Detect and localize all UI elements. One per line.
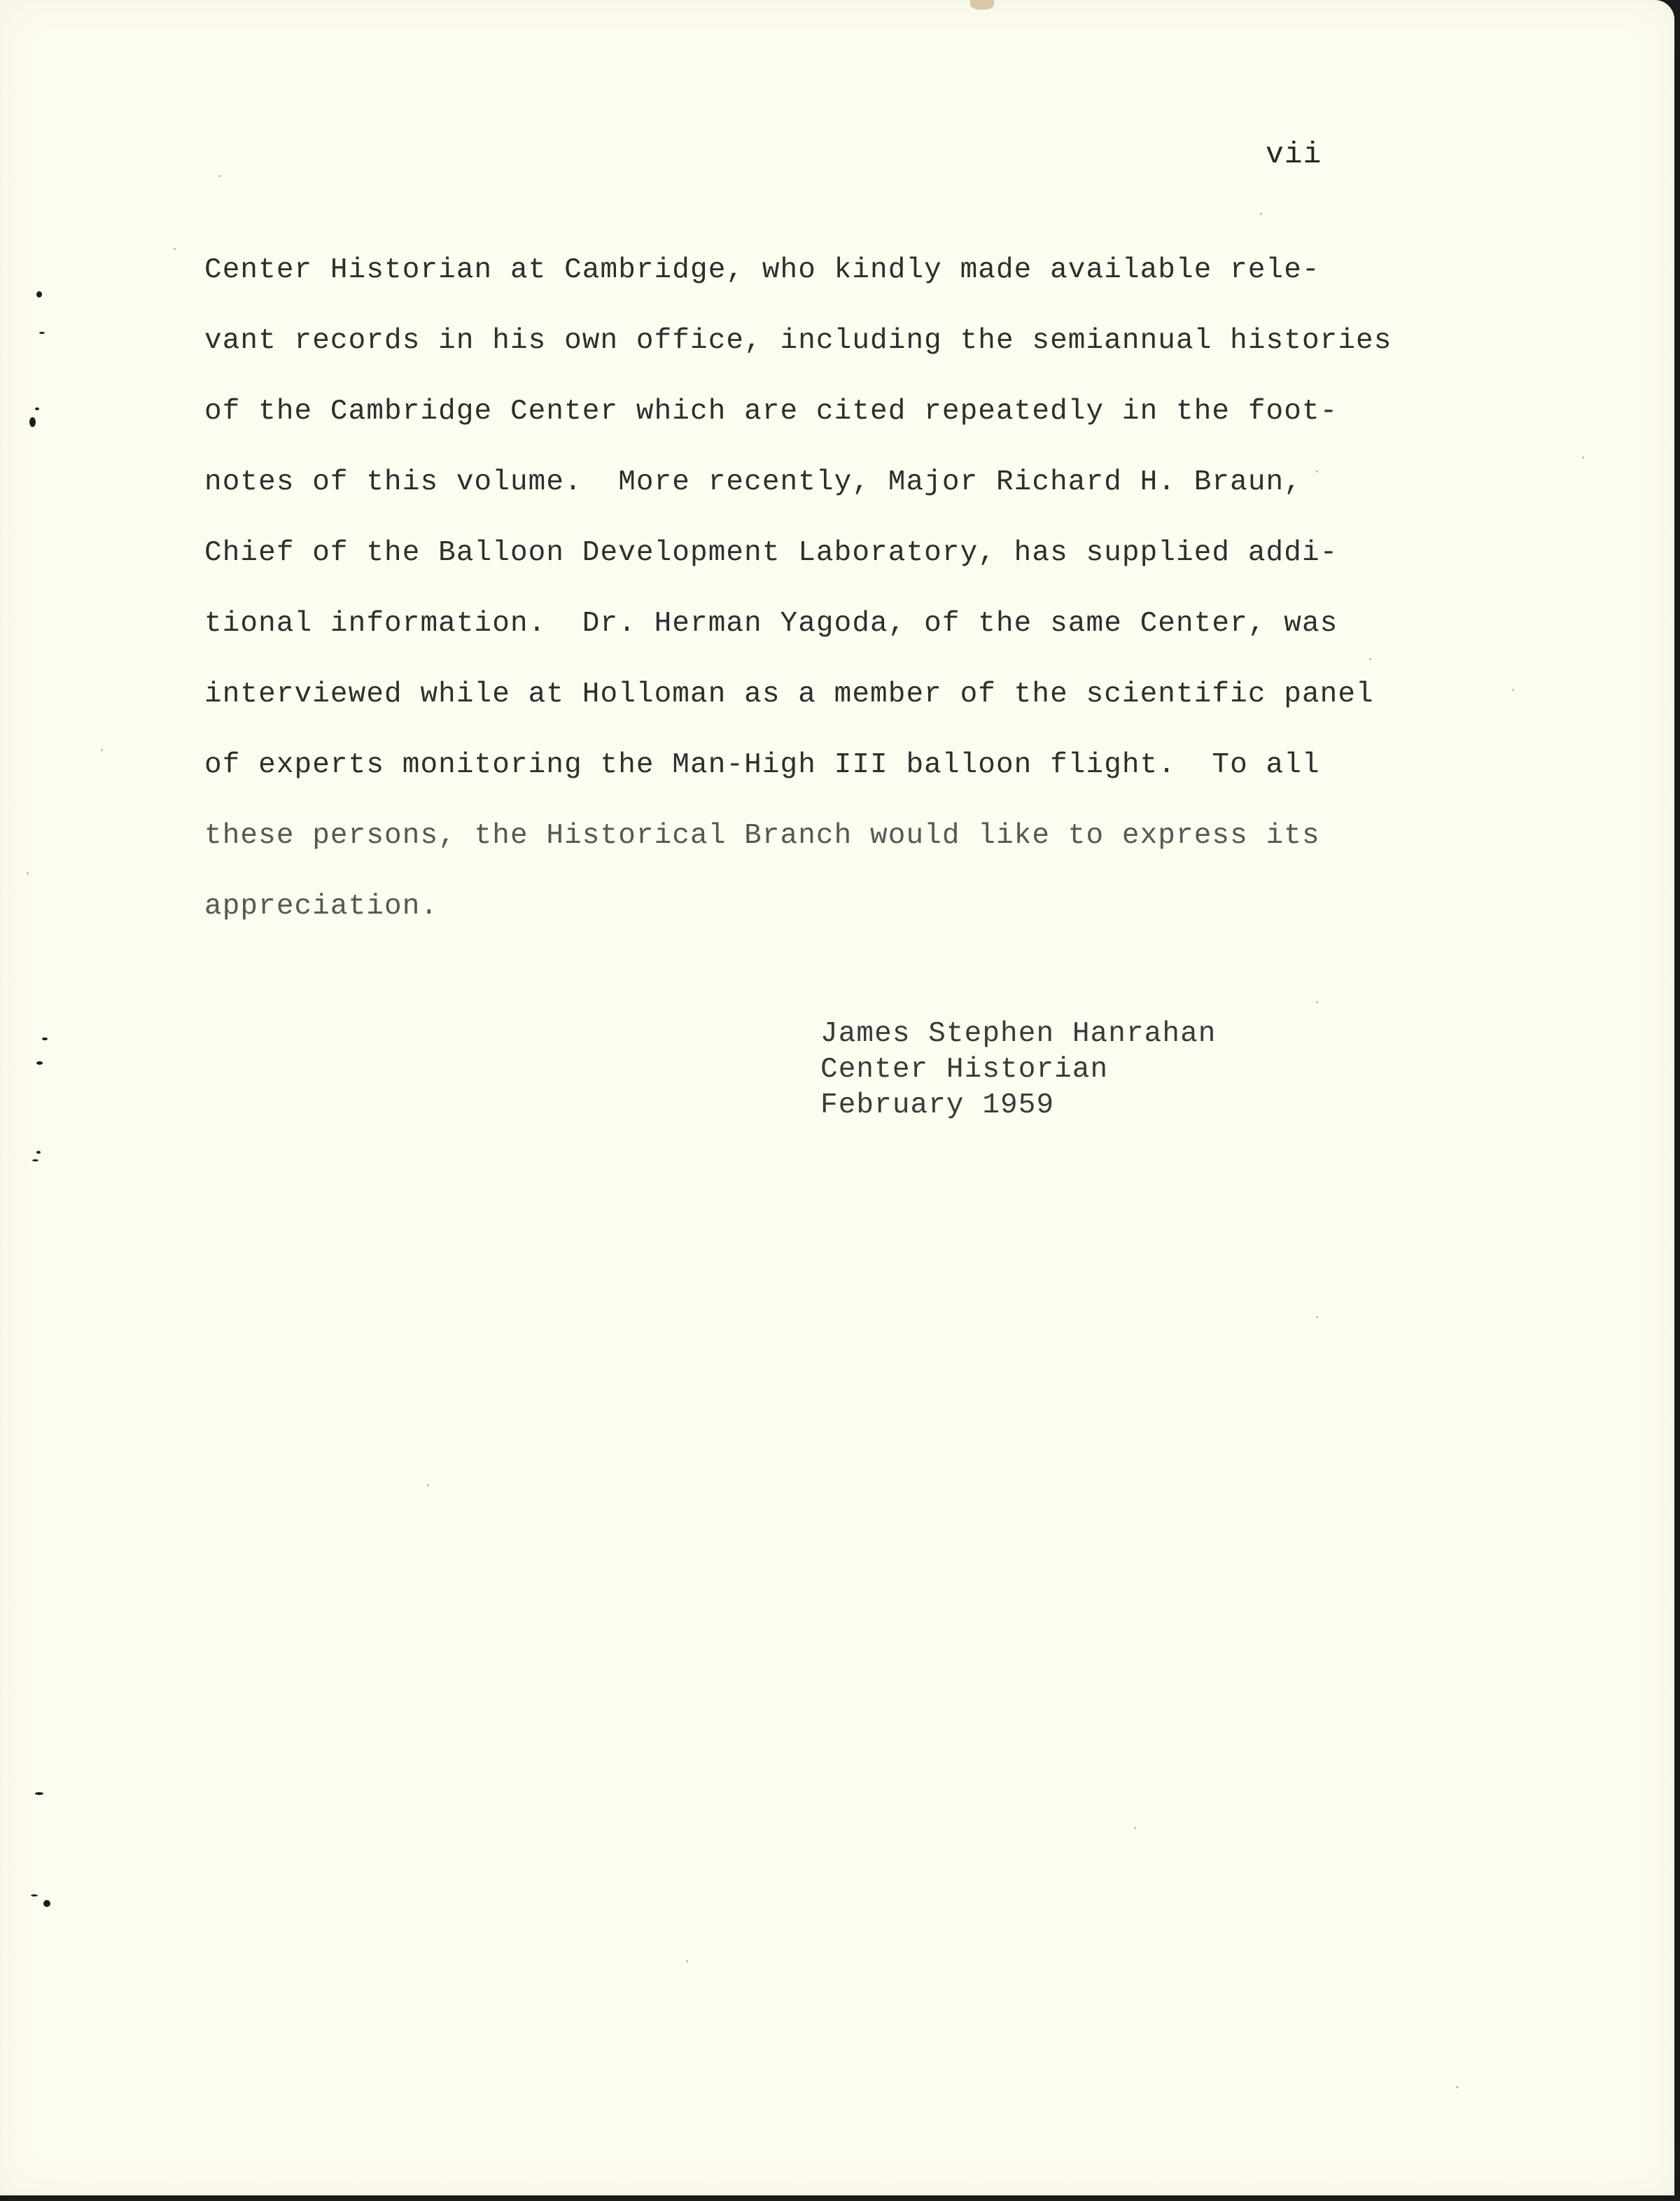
signature-block bbox=[820, 1016, 1217, 1124]
margin-mark bbox=[35, 407, 39, 410]
paper-speck bbox=[1316, 470, 1318, 473]
margin-mark bbox=[43, 1900, 50, 1907]
text-line: interviewed while at Holloman as a member of the scientific panel bbox=[204, 678, 1374, 711]
paper-speck bbox=[427, 1484, 429, 1486]
paper-speck bbox=[174, 248, 176, 250]
text-line: Center Historian at Cambridge, who kindly made available rele- bbox=[204, 254, 1320, 286]
margin-mark bbox=[36, 1061, 43, 1065]
signature-name: James Stephen Hanrahan bbox=[820, 1018, 1217, 1050]
text-line: of experts monitoring the Man-High III balloon flight. To all bbox=[204, 749, 1320, 781]
paper-speck bbox=[101, 749, 103, 751]
text-line: notes of this volume. More recently, Major Richard H. Braun, bbox=[204, 466, 1302, 498]
margin-mark bbox=[39, 332, 45, 334]
paper-speck bbox=[1369, 658, 1371, 660]
paper-speck bbox=[1316, 1001, 1318, 1003]
page-number: vii bbox=[1266, 137, 1322, 172]
paper-speck bbox=[1582, 456, 1584, 459]
margin-mark bbox=[32, 1159, 38, 1161]
paper-speck bbox=[1260, 213, 1262, 215]
margin-mark bbox=[42, 1037, 48, 1040]
paper-stain bbox=[970, 0, 994, 10]
text-line: tional information. Dr. Herman Yagoda, of the same Center, was bbox=[204, 608, 1338, 640]
margin-mark bbox=[31, 1894, 38, 1896]
paper-speck bbox=[1316, 1316, 1318, 1318]
text-line: Chief of the Balloon Development Laboratory, has supplied addi- bbox=[204, 537, 1338, 569]
paper-speck bbox=[27, 872, 29, 874]
signature-date: February 1959 bbox=[820, 1089, 1055, 1122]
paper-speck bbox=[1456, 2086, 1458, 2088]
body-paragraph bbox=[204, 235, 1392, 942]
margin-mark bbox=[36, 291, 42, 298]
margin-mark bbox=[35, 1792, 43, 1795]
text-line: vant records in his own office, including the semiannual histories bbox=[204, 325, 1392, 357]
text-line: appreciation. bbox=[204, 890, 439, 923]
text-line: these persons, the Historical Branch would like to express its bbox=[204, 820, 1320, 852]
margin-mark bbox=[29, 417, 36, 427]
paper-speck bbox=[1512, 689, 1514, 691]
text-line: of the Cambridge Center which are cited repeatedly in the foot- bbox=[204, 396, 1338, 428]
paper-speck bbox=[218, 175, 220, 177]
paper-speck bbox=[1134, 1827, 1136, 1829]
paper-speck bbox=[686, 1960, 688, 1962]
signature-title: Center Historian bbox=[820, 1054, 1109, 1086]
margin-mark bbox=[36, 1151, 41, 1154]
